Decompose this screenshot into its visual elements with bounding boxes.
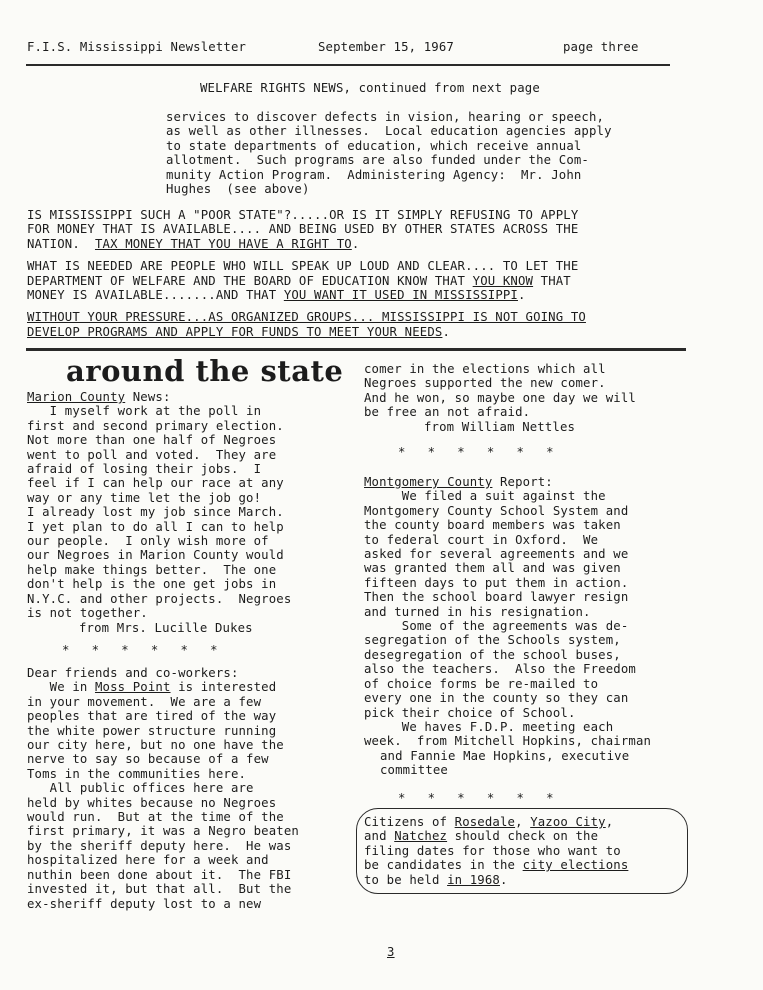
header-rule	[26, 64, 670, 66]
callout-line: IS MISSISSIPPI SUCH A "POOR STATE"?.....OR IS IT SIMPLY REFUSING TO APPLY	[27, 208, 579, 222]
callout-line: WHAT IS NEEDED ARE PEOPLE WHO WILL SPEAK UP LOUD AND CLEAR.... TO LET THE	[27, 259, 579, 274]
section-rule	[26, 348, 686, 351]
welfare-body: services to discover defects in vision, hearing or speech, as well as other illnesses. Local education agencies apply to state departments of education, which receive annual allotment. Such programs are also funded under the Com- munity Action Program. Administering Agency: Mr. John Hughes (see above)	[166, 110, 612, 197]
callout-line: DEVELOP PROGRAMS AND APPLY FOR FUNDS TO MEET YOUR NEEDS.	[27, 324, 450, 339]
marion-county-article: Marion County News: I myself work at the poll in first and second primary election. Not more than one half of Negroes went to poll and voted. They are afraid of losing their jobs. I feel if I can help our race at any way or any time let the job go! I already lost my job since March. I yet plan to do all I can to help our people. I only wish more of our Negroes in Marion County would help make things better. The one don't help is the one get jobs in N.Y.C. and other projects. Negroes is not together. from Mrs. Lucille Dukes	[27, 390, 292, 635]
callout-line: WITHOUT YOUR PRESSURE...AS ORGANIZED GROUPS... MISSISSIPPI IS NOT GOING TO	[27, 310, 586, 325]
callout-line: MONEY IS AVAILABLE.......AND THAT YOU WANT IT USED IN MISSISSIPPI.	[27, 288, 526, 303]
callout-block	[27, 208, 586, 339]
page-number: 3	[387, 945, 395, 959]
newsletter-title: F.I.S. Mississippi Newsletter	[27, 40, 247, 54]
article-signature: from Mrs. Lucille Dukes	[79, 620, 253, 635]
separator-stars: * * * * * *	[398, 791, 554, 805]
callout-line: NATION. TAX MONEY THAT YOU HAVE A RIGHT TO.	[27, 236, 360, 251]
section-title: around the state	[66, 354, 344, 388]
election-notice-text: Citizens of Rosedale, Yazoo City, and Natchez should check on the filing dates for those who want to be candidates in the city elections to be held in 1968.	[364, 815, 629, 887]
montgomery-county-report: Montgomery County Report: We filed a suit against the Montgomery County School System and the county board members was taken to federal court in Oxford. We asked for several agreements and we was granted them all and was given fifteen days to put them in action. Then the school board lawyer resign and turned in his resignation. Some of the agreements was de- segregation of the Schools system, desegregation of the school buses, also the teachers. Also the Freedom of choice forms be re-mailed to every one in the county so they can pick their choice of School. We haves F.D.P. meeting each week. from Mitchell Hopkins, chairman and Fannie Mae Hopkins, executive committee	[364, 475, 652, 778]
article-signature: from William Nettles	[424, 419, 576, 434]
newsletter-date: September 15, 1967	[318, 40, 454, 54]
callout-line: FOR MONEY THAT IS AVAILABLE.... AND BEING USED BY OTHER STATES ACROSS THE	[27, 222, 579, 237]
article-heading: Marion County	[27, 390, 126, 404]
separator-stars: * * * * * *	[62, 643, 218, 657]
moss-point-continued: comer in the elections which all Negroes supported the new comer. And he won, so maybe one day we will be free an not afraid. from William Nettles	[364, 362, 636, 434]
article-heading: Montgomery County	[364, 475, 493, 489]
callout-line: DEPARTMENT OF WELFARE AND THE BOARD OF EDUCATION KNOW THAT YOU KNOW THAT	[27, 273, 571, 288]
article-signature: from Mitchell Hopkins, chairman	[416, 734, 652, 749]
moss-point-letter: Dear friends and co-workers: We in Moss Point is interested in your movement. We are a few peoples that are tired of the way the white power structure running our city here, but no one have the nerve to say so because of a few Toms in the communities here. All public offices here are held by whites because no Negroes would run. But at the time of the first primary, it was a Negro beaten by the sheriff deputy here. He was hospitalized here for a week and nuthin been done about it. The FBI invested it, but that all. But the ex-sheriff deputy lost to a new	[27, 666, 299, 911]
page-label: page three	[563, 40, 639, 54]
welfare-heading: WELFARE RIGHTS NEWS, continued from next page	[200, 81, 540, 95]
separator-stars: * * * * * *	[398, 445, 554, 459]
